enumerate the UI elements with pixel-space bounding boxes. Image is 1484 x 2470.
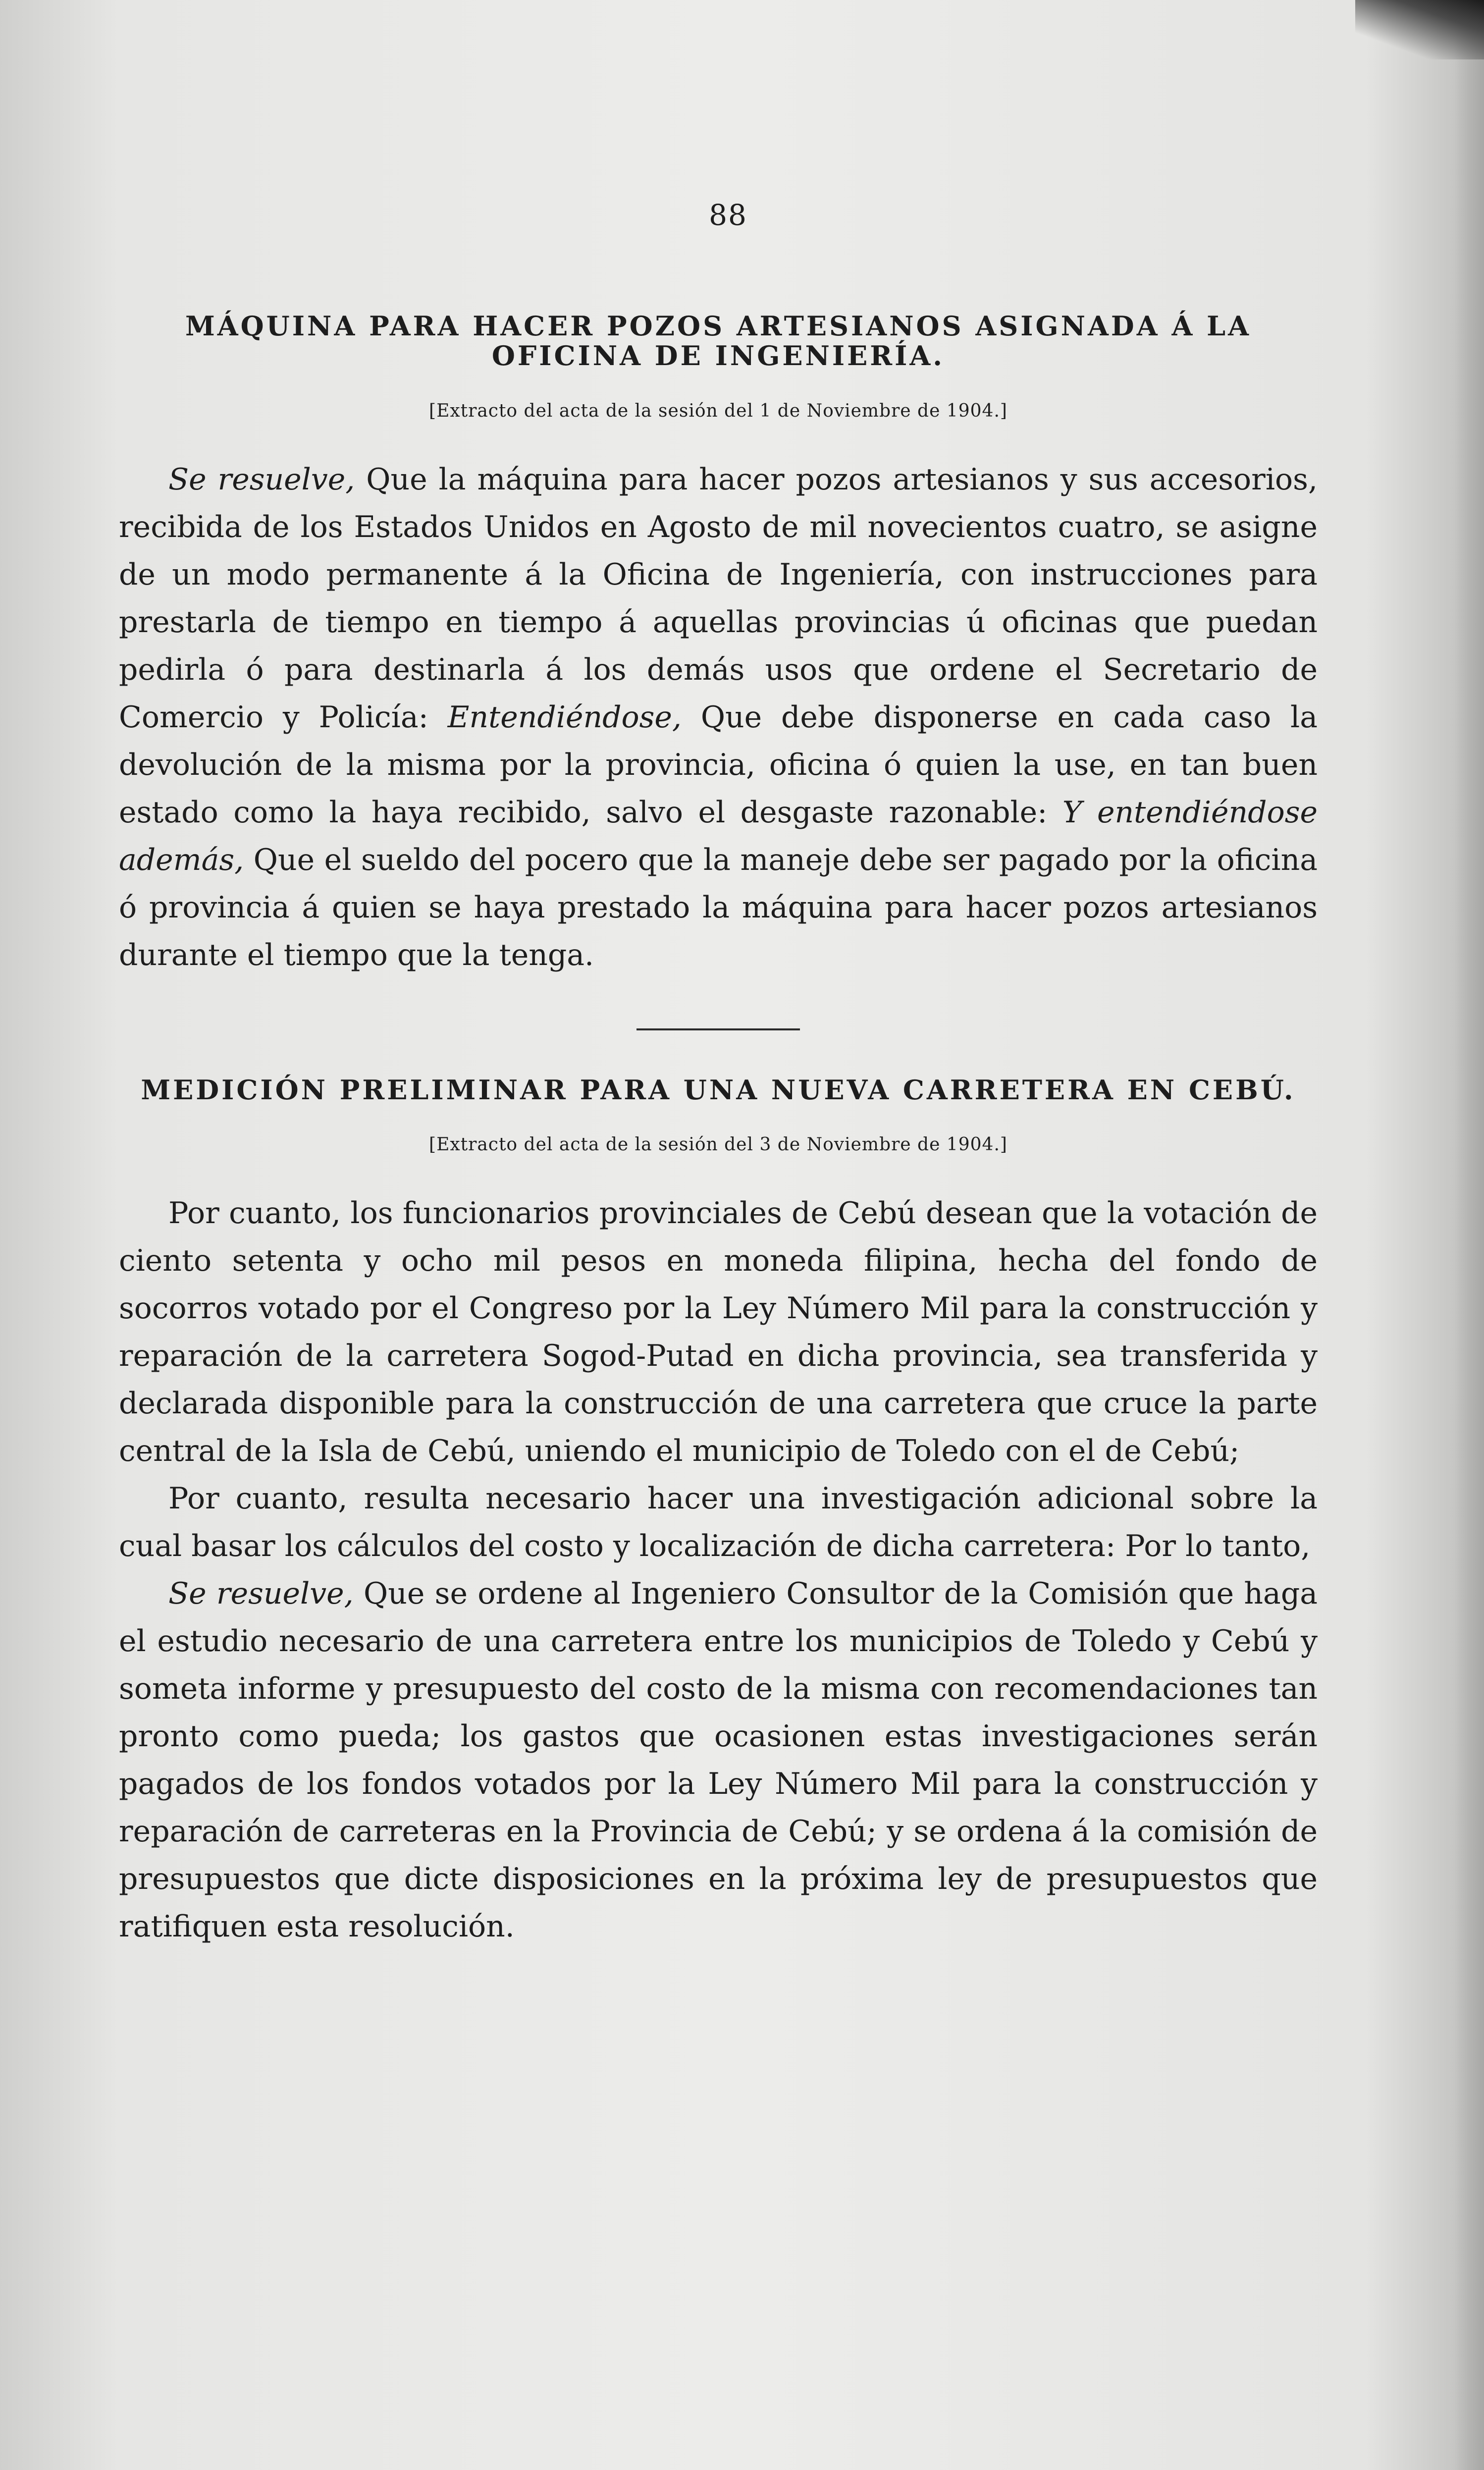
document-page <box>119 198 1318 1950</box>
whereas-paragraph-1: Por cuanto, los funcionarios provinciales de Cebú desean que la votación de ciento setenta y ocho mil pesos en moneda filipina, hecha del fondo de socorros votado por el Congreso por la Ley Número Mil para la construcción y reparación de la carretera Sogod-Putad en dicha provincia, sea transferida y declarada disponible para la construcción de una carretera que cruce la parte central de la Isla de Cebú, uniendo el municipio de Toledo con el de Cebú; <box>119 1196 1318 1469</box>
resolution-text-3: Que el sueldo del pocero que la maneje debe ser pagado por la oficina ó provincia á quien se haya prestado la máquina para hacer pozos artesianos durante el tiempo que la tenga. <box>119 842 1318 972</box>
corner-shadow <box>1355 0 1484 59</box>
section-cebu-road-survey <box>119 1075 1318 1950</box>
whereas-paragraph-2: Por cuanto, resulta necesario hacer una investigación adicional sobre la cual basar los cálculos del costo y localización de dicha carretera: Por lo tanto, <box>119 1481 1318 1564</box>
extract-note: [Extracto del acta de la sesión del 1 de Noviembre de 1904.] <box>429 400 1007 421</box>
section-title <box>119 311 1318 371</box>
resolution-lead-3: Y entendiéndose además, <box>119 795 1318 877</box>
page-number: 88 <box>709 198 747 232</box>
resolution-lead: Se resuelve, <box>168 1576 354 1611</box>
resolution-text: Que se ordene al Ingeniero Consultor de la Comisión que haga el estudio necesario de una carretera entre los municipios de Toledo y Cebú y someta informe y presupuesto del costo de la misma con recomendaciones tan pronto como pueda; los gastos que ocasionen estas investigaciones serán pagados de los fondos votados por la Ley Número Mil para la construcción y reparación de carreteras en la Provincia de Cebú; y se ordena á la comisión de presupuestos que dicte disposiciones en la próxima ley de presupuestos que ratifiquen esta resolución. <box>119 1576 1318 1944</box>
resolution-paragraph <box>119 456 1318 979</box>
section-divider <box>636 1028 800 1030</box>
section-title-line-2: OFICINA DE INGENIERÍA. <box>491 340 945 372</box>
resolution-text-2: Que debe disponerse en cada caso la devolución de la misma por la provincia, oficina ó quien la use, en tan buen estado como la haya recibido, salvo el desgaste razonable: <box>119 699 1318 830</box>
resolution-paragraph <box>119 1570 1318 1950</box>
resolution-lead-2: Entendiéndose, <box>447 699 682 735</box>
section-title: MEDICIÓN PRELIMINAR PARA UNA NUEVA CARRETERA EN CEBÚ. <box>141 1074 1296 1106</box>
resolution-lead: Se resuelve, <box>168 462 355 497</box>
section-title-line-1: MÁQUINA PARA HACER POZOS ARTESIANOS ASIGNADA Á LA <box>185 310 1252 342</box>
section-artesian-well-machine <box>119 311 1318 979</box>
page-edge-shadow <box>1454 0 1484 2470</box>
extract-note: [Extracto del acta de la sesión del 3 de Noviembre de 1904.] <box>429 1134 1007 1155</box>
resolution-text-1: Que la máquina para hacer pozos artesianos y sus accesorios, recibida de los Estados Unidos en Agosto de mil novecientos cuatro, se asigne de un modo permanente á la Oficina de Ingeniería, con instrucciones para prestarla de tiempo en tiempo á aquellas provincias ú oficinas que puedan pedirla ó para destinarla á los demás usos que ordene el Secretario de Comercio y Policía: <box>119 462 1318 735</box>
